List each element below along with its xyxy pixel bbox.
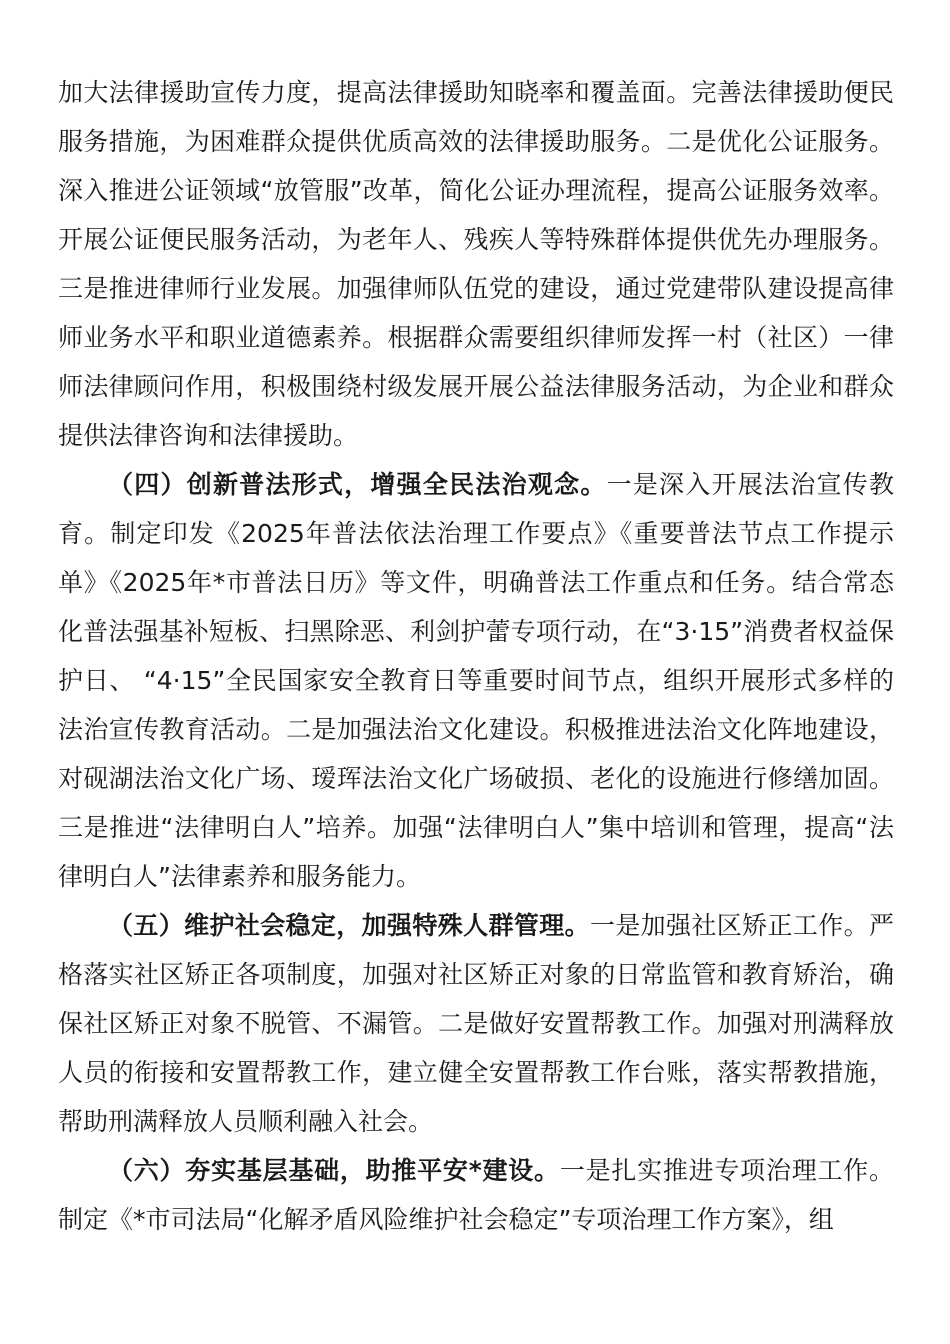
paragraph-legal-services	[58, 68, 894, 460]
section-heading: （四）创新普法形式，增强全民法治观念。	[108, 470, 607, 499]
paragraph-section-4	[58, 460, 894, 901]
paragraph-text: 加大法律援助宣传力度，提高法律援助知晓率和覆盖面。完善法律援助便民服务措施，为困难群众提供优质高效的法律援助服务。二是优化公证服务。深入推进公证领域“放管服”改革，简化公证办理流程，提高公证服务效率。开展公证便民服务活动，为老年人、残疾人等特殊群体提供优先办理服务。三是推进律师行业发展。加强律师队伍党的建设，通过党建带队建设提高律师业务水平和职业道德素养。根据群众需要组织律师发挥一村（社区）一律师法律顾问作用，积极围绕村级发展开展公益法律服务活动，为企业和群众提供法律咨询和法律援助。	[58, 78, 894, 450]
section-heading: （六）夯实基层基础，助推平安*建设。	[108, 1156, 560, 1185]
paragraph-text: 一是深入开展法治宣传教育。制定印发《2025年普法依法治理工作要点》《重要普法节点工作提示单》《2025年*市普法日历》等文件，明确普法工作重点和任务。结合常态化普法强基补短板、扫黑除恶、利剑护蕾专项行动，在“3·15”消费者权益保护日、 “4·15”全民国家安全教育日等重要时间节点，组织开展形式多样的法治宣传教育活动。二是加强法治文化建设。积极推进法治文化阵地建设，对砚湖法治文化广场、瑷珲法治文化广场破损、老化的设施进行修缮加固。三是推进“法律明白人”培养。加强“法律明白人”集中培训和管理，提高“法律明白人”法律素养和服务能力。	[58, 470, 894, 891]
paragraph-section-5	[58, 901, 894, 1146]
section-heading: （五）维护社会稳定，加强特殊人群管理。	[108, 911, 590, 940]
paragraph-section-6	[58, 1146, 894, 1244]
document-body	[58, 68, 894, 1244]
paragraph-text: 一是扎实推进专项治理工作。制定《*市司法局“化解矛盾风险维护社会稳定”专项治理工作方案》，组	[58, 1156, 894, 1234]
paragraph-text: 一是加强社区矫正工作。严格落实社区矫正各项制度，加强对社区矫正对象的日常监管和教育矫治，确保社区矫正对象不脱管、不漏管。二是做好安置帮教工作。加强对刑满释放人员的衔接和安置帮教工作，建立健全安置帮教工作台账，落实帮教措施，帮助刑满释放人员顺利融入社会。	[58, 911, 894, 1136]
